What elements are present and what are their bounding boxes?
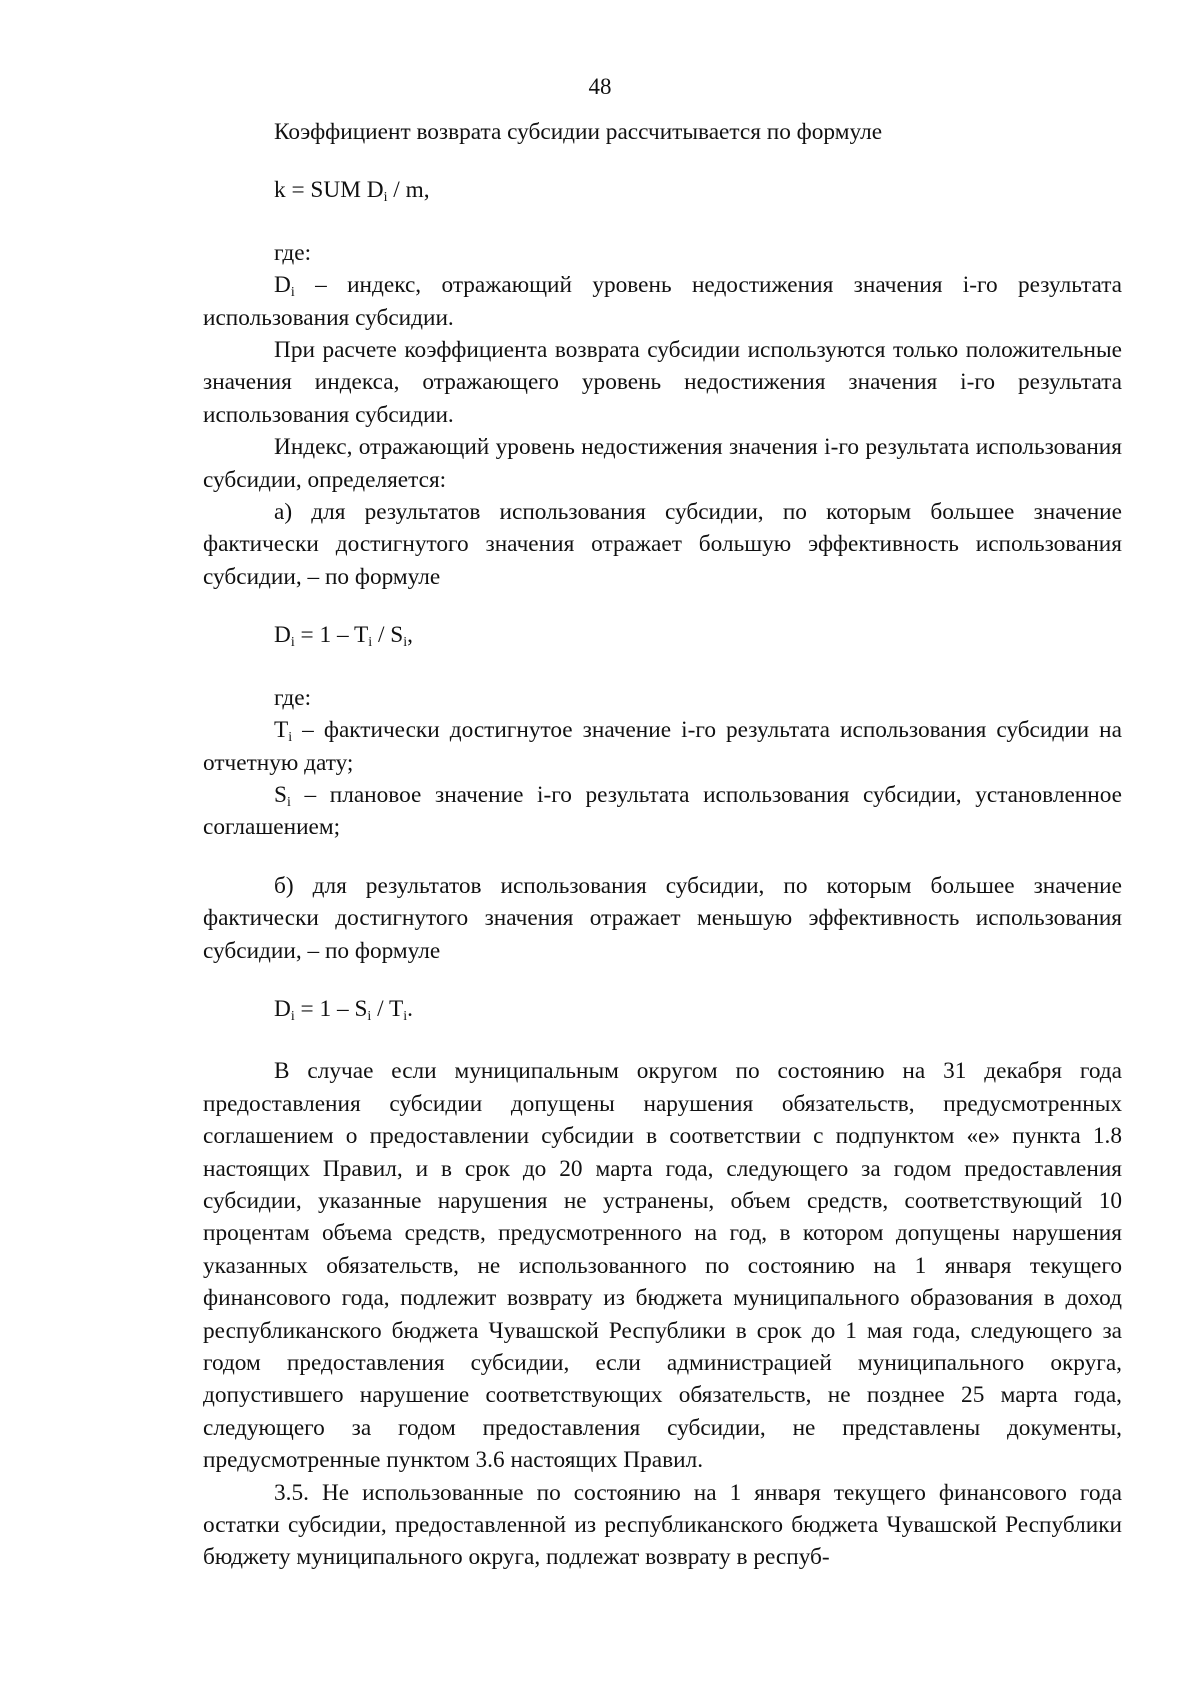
paragraph-t-definition	[203, 714, 1122, 779]
paragraph-index-determined: Индекс, отражающий уровень недостижения значения i-го результата использования субсидии, определяется:	[203, 434, 1122, 493]
page-number: 48	[588, 74, 612, 99]
paragraph-case-a: а) для результатов использования субсидии, по которым большее значение фактически достигнутого значения отражает большую эффективность использования субсидии, – по формуле	[203, 499, 1122, 590]
definition-text: – плановое значение i-го результата использования субсидии, установленное соглашением;	[203, 781, 1122, 841]
formula-part: = 1 – T	[294, 622, 369, 649]
subscript-i: i	[367, 1008, 372, 1024]
formula-case-a	[203, 619, 1122, 651]
paragraph-positive-values: При расчете коэффициента возврата субсидии используются только положительные значения индекса, отражающего уровень недостижения значения i-го результата использования субсидии.	[203, 337, 1122, 428]
formula-part: / m,	[387, 177, 430, 204]
paragraph-d-definition	[203, 269, 1122, 334]
subscript-i: i	[286, 794, 291, 810]
subscript-i: i	[403, 635, 408, 651]
paragraph-coefficient-intro: Коэффициент возврата субсидии рассчитывается по формуле	[274, 119, 883, 145]
subscript-i: i	[290, 285, 295, 301]
symbol-d: D	[274, 272, 291, 299]
paragraph-where: где:	[274, 239, 312, 266]
definition-text: – индекс, отражающий уровень недостижения значения i-го результата использования субсидии.	[203, 272, 1122, 331]
formula-part: = 1 – S	[294, 995, 368, 1022]
paragraph-s-definition	[203, 779, 1122, 844]
paragraph-section-3-5: 3.5. Не использованные по состоянию на 1 января текущего финансового года остатки субсидии, предоставленной из республиканского бюджета Чувашской Республики бюджету муниципального округа, подлежат возврату в респуб-	[203, 1479, 1122, 1571]
definition-text: – фактически достигнутое значение i-го результата использования субсидии на отчетную дату;	[203, 717, 1122, 776]
symbol-d: D	[274, 995, 291, 1022]
subscript-i: i	[383, 190, 388, 206]
symbol-t: T	[274, 717, 289, 744]
document-body	[203, 116, 1122, 1574]
formula-return-coefficient	[203, 174, 1122, 206]
symbol-s: S	[274, 781, 287, 808]
subscript-i: i	[290, 1008, 295, 1024]
formula-part: / S	[372, 622, 404, 649]
formula-case-b	[203, 993, 1122, 1025]
subscript-i: i	[288, 730, 293, 746]
subscript-i: i	[290, 635, 295, 651]
paragraph-case-b: б) для результатов использования субсидии, по которым большее значение фактически достигнутого значения отражает меньшую эффективность использования субсидии, – по формуле	[203, 872, 1122, 964]
subscript-i: i	[403, 1008, 408, 1024]
formula-part: k = SUM D	[274, 177, 384, 204]
formula-part: / T	[371, 995, 404, 1022]
paragraph-where: где:	[274, 684, 312, 711]
subscript-i: i	[368, 635, 373, 651]
formula-part: .	[407, 995, 413, 1022]
formula-part: ,	[407, 622, 413, 649]
paragraph-violation-case: В случае если муниципальным округом по состоянию на 31 декабря года предоставления субсидии допущены нарушения обязательств, предусмотренных соглашением о предоставлении субсидии в соответствии с подпунктом «е» пункта 1.8 настоящих Правил, и в срок до 20 марта года, следующего за годом предоставления субсидии, указанные нарушения не устранены, объем средств, соответствующий 10 процентам объема средств, предусмотренного на год, в котором допущены нарушения указанных обязательств, не использованного по состоянию на 1 января текущего финансового года, подлежит возврату из бюджета муниципального образования в доход республиканского бюджета Чувашской Республики в срок до 1 мая года, следующего за годом предоставления субсидии, если администрацией муниципального округа, допустившего нарушение соответствующих обязательств, не позднее 25 марта года, следующего за годом предоставления субсидии, не представлены документы, предусмотренные пунктом 3.6 настоящих Правил.	[203, 1058, 1122, 1474]
symbol-d: D	[274, 622, 291, 649]
